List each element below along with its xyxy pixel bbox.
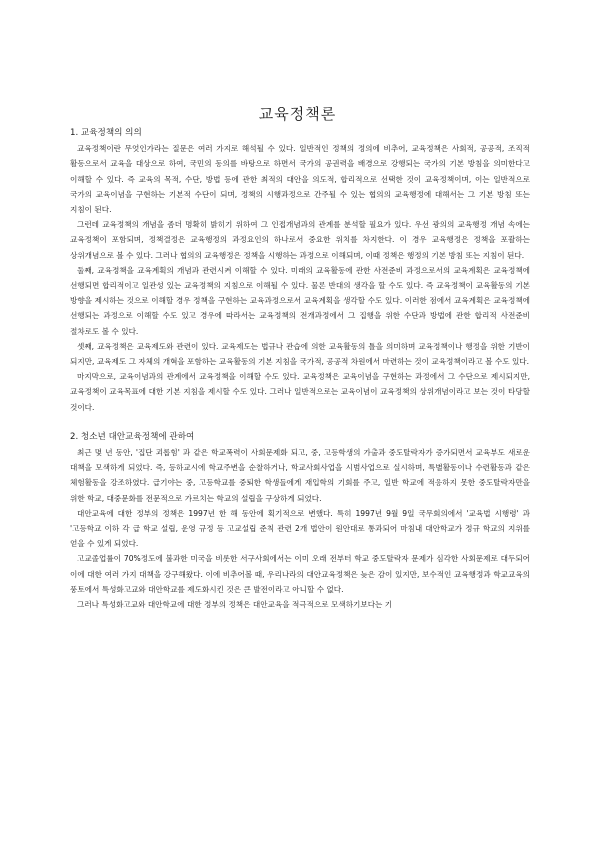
page-title: 교육정책론 — [258, 105, 337, 123]
section-heading: 1. 교육정책의 의의 — [70, 128, 142, 138]
paragraph: 그런데 교육정책의 개념을 좀더 명확히 밝히기 위하여 그 인접개념과의 관계를 분석할 필요가 있다. 우선 광의의 교육행정 개념 속에는 교육정책이 포함되며, 정책결정은 교육행정의 과정요인의 하나로서 중요한 위치를 차지한다. 이 경우 교육행정은 정책을 포괄하는 상위개념으로 볼 수 있다. 그러나 협의의 교육행정은 정책을 시행하는 과정으로 이해되며, 이때 정책은 행정의 기본 방침 또는 지침이 된다. — [70, 220, 530, 260]
paragraph: 셋째, 교육정책은 교육제도와 관련이 있다. 교육제도는 법규나 관습에 의한 교육활동의 틀을 의미하며 교육정책이나 행정을 위한 기반이 되지만, 교육제도 그 자체의 개혁을 포함하는 교육활동의 기본 지침을 국가적, 공공적 차원에서 마련하는 것이 교육정책이라고 볼 수도 있다. — [70, 341, 530, 367]
paragraph: 그러나 특성화고교와 대안학교에 대한 정부의 정책은 대안교육을 적극적으로 모색하기보다는 기 — [77, 600, 393, 610]
paragraph: 대안교육에 대한 정부의 정책은 1997년 한 해 동안에 획기적으로 변했다. 특히 1997년 9월 9일 국무회의에서 '교육법 시행령' 과 '고등학교 이하 각 급 학교 설립, 운영 규정 등 고교설립 준칙 관련 2개 법안이 원안대로 통과되어 마침내 대안학교가 정규 학교의 지위를 얻을 수 있게 되었다. — [70, 508, 530, 549]
section-spacer — [70, 415, 530, 430]
section-1 — [70, 126, 530, 415]
document-body — [70, 126, 530, 612]
paragraph: 마지막으로, 교육이념과의 관계에서 교육정책을 이해할 수도 있다. 교육정책은 교육이념을 구현하는 과정에서 그 수단으로 제시되지만, 교육정책이 교육목표에 대한 기본 지침을 제시할 수도 있다. 그러나 일반적으로는 교육이념이 교육정책의 상위개념이라고 보는 것이 타당할 것이다. — [70, 372, 530, 412]
paragraph: 고교졸업률이 70%정도에 불과한 미국을 비롯한 서구사회에서는 이미 오래 전부터 학교 중도탈락자 문제가 심각한 사회문제로 대두되어 이에 대한 여러 가지 대책을 강구해왔다. 이에 비추어볼 때, 우리나라의 대안교육정책은 늦은 감이 있지만, 보수적인 교육행정과 학교교육의 풍토에서 특성화고교와 대안학교를 제도화시킨 것은 큰 발전이라고 아니할 수 없다. — [70, 554, 530, 594]
paragraph: 교육정책이란 무엇인가라는 질문은 여러 가지로 해석될 수 있다. 일반적인 정책의 정의에 비추어, 교육정책은 사회적, 공공적, 조직적 활동으로서 교육을 대상으로 하여, 국민의 동의를 바탕으로 하면서 국가의 공권력을 배경으로 강행되는 국가의 기본 방침을 의미한다고 이해할 수 있다. 즉 교육의 목적, 수단, 방법 등에 관한 최적의 대안을 의도적, 합리적으로 선택한 것이 교육정책이며, 이는 일반적으로 국가의 교육이념을 구현하는 기본적 수단이 되며, 정책의 시행과정으로 간주될 수 있는 협의의 교육행정에 대해서는 그 기본 방침 또는 지침이 된다. — [70, 144, 530, 215]
paragraph: 최근 몇 년 동안, '집단 괴롭힘' 과 같은 학교폭력이 사회문제화 되고, 중, 고등학생의 가출과 중도탈락자가 증가되면서 교육부도 새로운 대책을 모색하게 되었다. 즉, 등하교시에 학교주변을 순찰하거나, 학교사회사업을 시범사업으로 실시하며, 특별활동이나 수련활동과 같은 체험활동을 강조하였다. 급기야는 중, 고등학교를 중퇴한 학생들에게 재입학의 기회를 주고, 일반 학교에 적응하지 못한 중도탈락자만을 위한 학교, 대중문화를 전문적으로 가르치는 학교의 설립을 구상하게 되었다. — [70, 448, 530, 503]
section-heading: 2. 청소년 대안교육정책에 관하여 — [70, 431, 195, 442]
paragraph: 둘째, 교육정책을 교육계획의 개념과 관련시켜 이해할 수 있다. 미래의 교육활동에 관한 사전준비 과정으로서의 교육계획은 교육정책에 선행되면 합리적이고 일관성 있는 교육정책의 지침으로 이해될 수 있다. 물론 반대의 생각을 할 수도 있다. 즉 교육정책이 교육활동의 기본 방향을 제시하는 것으로 이해할 경우 정책을 구현하는 교육과정으로서 교육계획을 생각할 수도 있다. 이러한 점에서 교육계획은 교육정책에 선행되는 과정으로 이해할 수도 있고 경우에 따라서는 교육정책의 전개과정에서 그 집행을 위한 수단과 방법에 관한 합리적 사전준비 절차로도 볼 수 있다. — [70, 265, 530, 336]
section-2 — [70, 430, 530, 612]
